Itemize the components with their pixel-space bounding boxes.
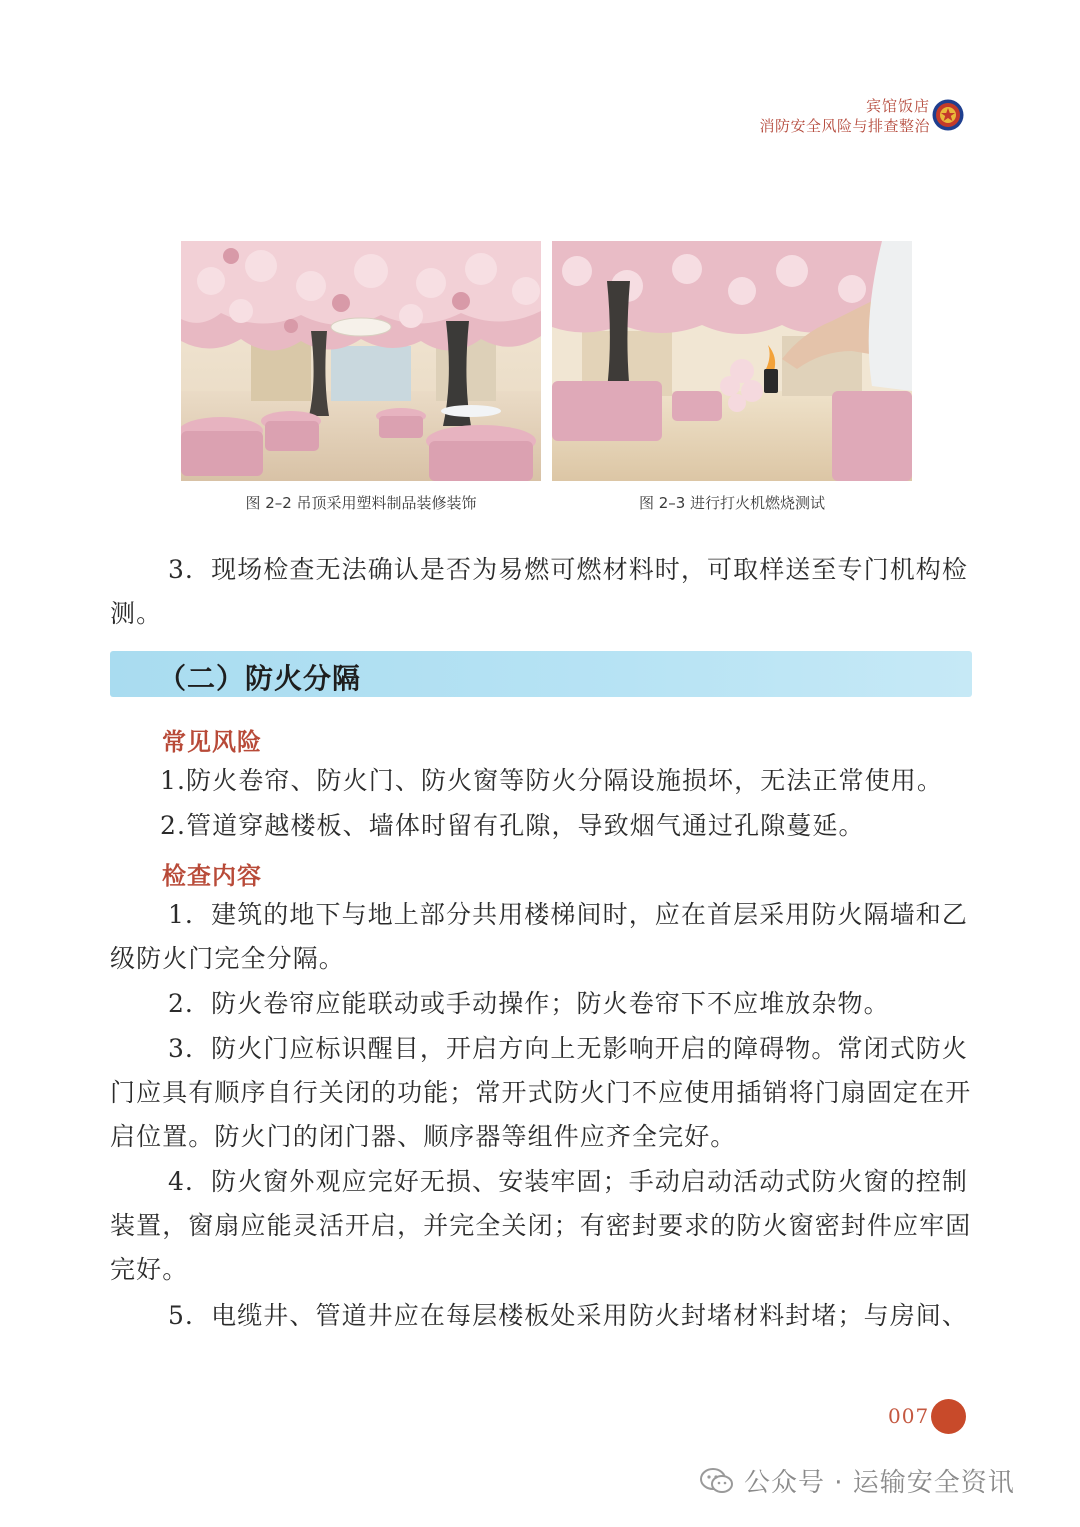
list-item: 5．电缆井、管道井应在每层楼板处采用防火封堵材料封堵；与房间、 <box>168 1301 969 1330</box>
list-item: 3．防火门应标识醒目，开启方向上无影响开启的障碍物。常闭式防火门应具有顺序自行关闭的功能；常开式防火门不应使用插销将门扇固定在开启位置。防火门的闭门器、顺序器等组件应齐全完好。 <box>110 1034 972 1151</box>
photo-plastic-ceiling-decoration <box>181 241 541 481</box>
list-item: 2．防火卷帘应能联动或手动操作；防火卷帘下不应堆放杂物。 <box>168 989 890 1018</box>
section-title: （二）防火分隔 <box>158 662 362 695</box>
page-number: 007 <box>888 1404 930 1428</box>
running-header <box>759 96 930 136</box>
header-book-title: 消防安全风险与排查整治 <box>759 117 930 135</box>
figure-caption: 图 2–3 进行打火机燃烧测试 <box>638 494 826 512</box>
watermark-text: 公众号 · 运输安全资讯 <box>744 1468 1015 1498</box>
subheading-common-risks: 常见风险 <box>162 728 262 756</box>
list-item: 2.管道穿越楼板、墙体时留有孔隙，导致烟气通过孔隙蔓延。 <box>160 811 865 840</box>
photo-lighter-burn-test <box>552 241 912 481</box>
watermark <box>700 1462 1015 1499</box>
fire-rescue-emblem-icon <box>932 99 964 131</box>
subheading-inspection: 检查内容 <box>162 862 262 890</box>
page-dot-decoration <box>931 1399 966 1434</box>
header-book-series: 宾馆饭店 <box>865 97 930 115</box>
list-item: 4．防火窗外观应完好无损、安装牢固；手动启动活动式防火窗的控制装置，窗扇应能灵活开启，并完全关闭；有密封要求的防火窗密封件应牢固完好。 <box>110 1167 972 1284</box>
figure-caption: 图 2–2 吊顶采用塑料制品装修装饰 <box>245 494 477 512</box>
list-item: 1．建筑的地下与地上部分共用楼梯间时，应在首层采用防火隔墙和乙级防火门完全分隔。 <box>110 900 969 973</box>
list-item: 1.防火卷帘、防火门、防火窗等防火分隔设施损坏，无法正常使用。 <box>160 766 943 795</box>
section-header-bar <box>110 651 972 697</box>
wechat-icon <box>700 1467 734 1495</box>
paragraph: 3．现场检查无法确认是否为易燃可燃材料时，可取样送至专门机构检测。 <box>110 555 969 628</box>
